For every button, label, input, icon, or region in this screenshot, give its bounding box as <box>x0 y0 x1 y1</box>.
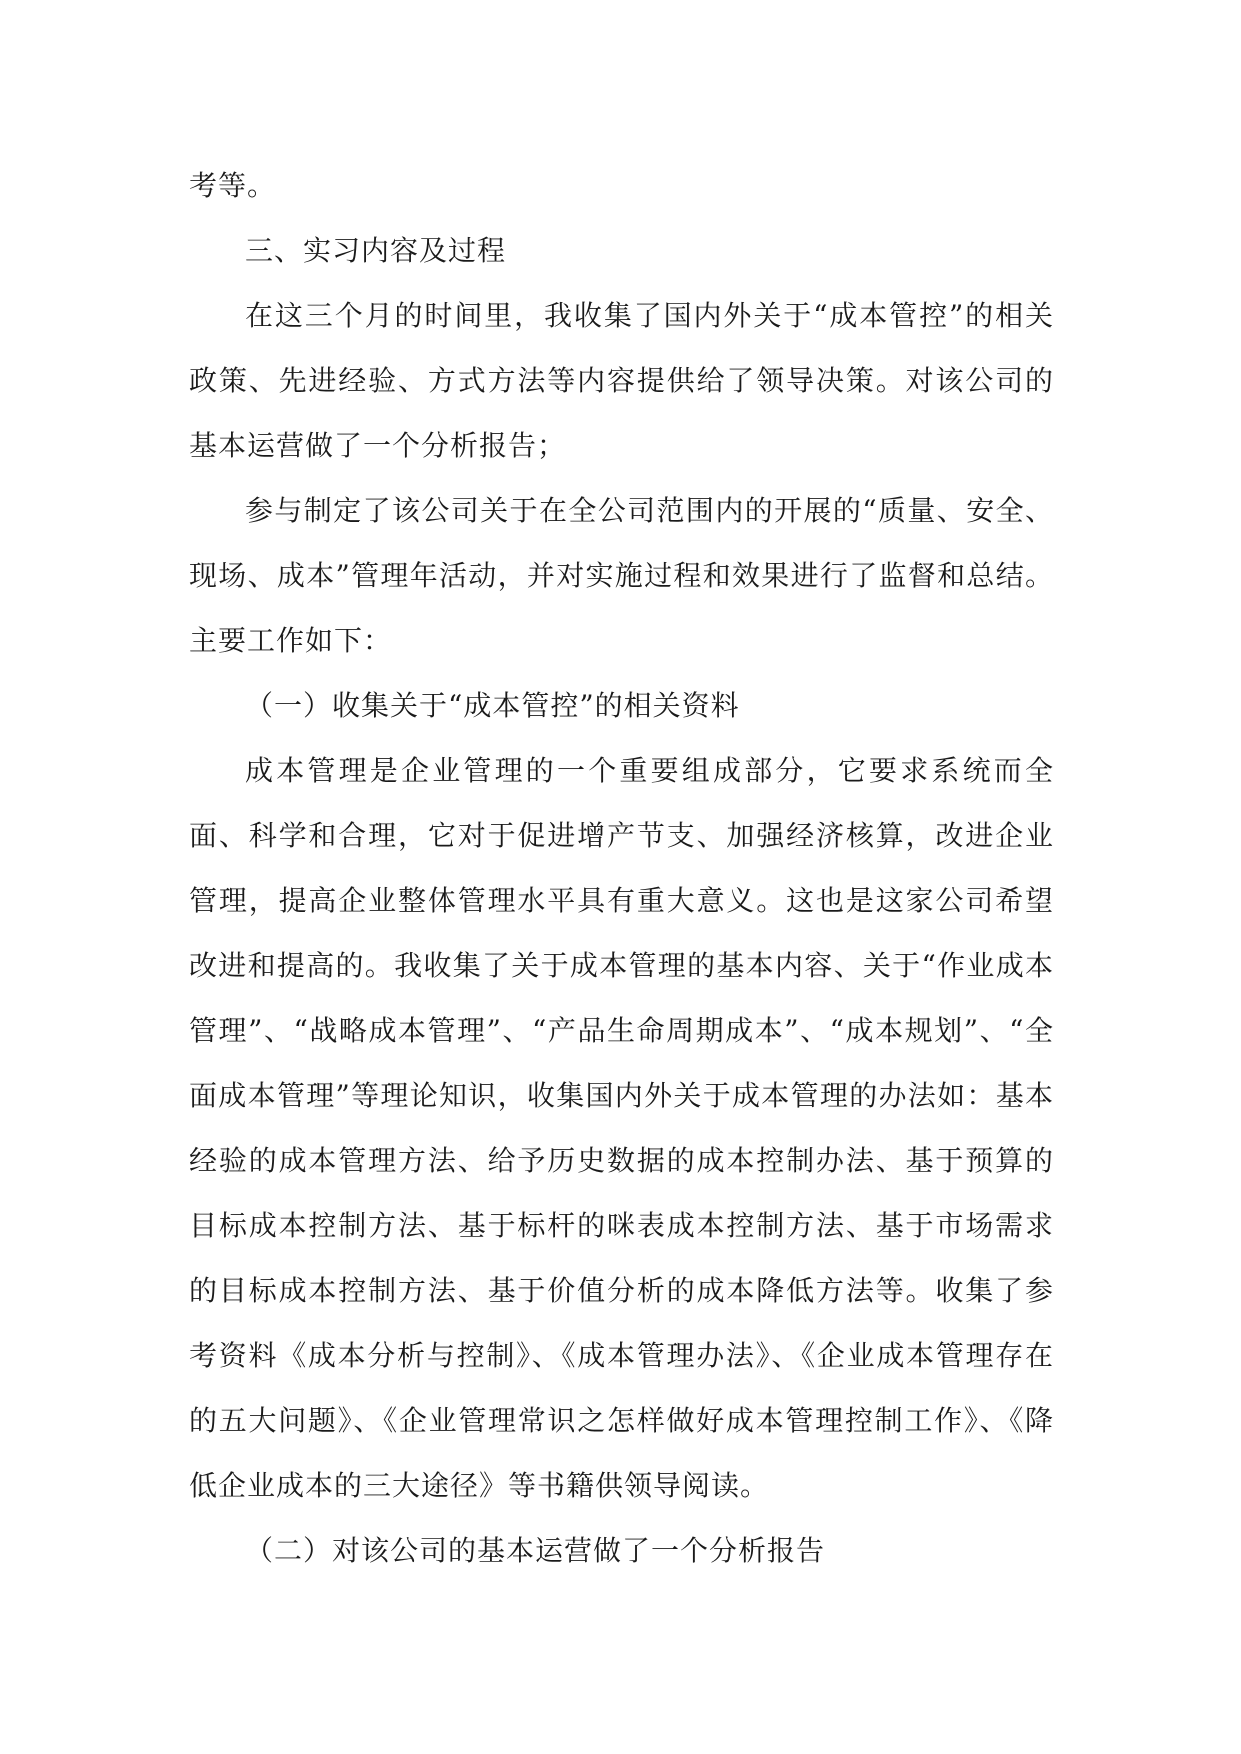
paragraph-continued: 考等。 <box>189 169 277 202</box>
paragraph: 在这三个月的时间里，我收集了国内外关于“成本管控”的相关政策、先进经验、方式方法等内容提供给了领导决策。对该公司的基本运营做了一个分析报告； <box>189 299 1054 462</box>
subsection-heading: （一）收集关于“成本管控”的相关资料 <box>245 689 740 722</box>
section-heading: 三、实习内容及过程 <box>245 234 507 267</box>
paragraph: 参与制定了该公司关于在全公司范围内的开展的“质量、安全、现场、成本”管理年活动，并对实施过程和效果进行了监督和总结。主要工作如下： <box>189 494 1054 657</box>
paragraph: 成本管理是企业管理的一个重要组成部分，它要求系统而全面、科学和合理，它对于促进增产节支、加强经济核算，改进企业管理，提高企业整体管理水平具有重大意义。这也是这家公司希望改进和提高的。我收集了关于成本管理的基本内容、关于“作业成本管理”、“战略成本管理”、“产品生命周期成本”、“成本规划”、“全面成本管理”等理论知识，收集国内外关于成本管理的办法如：基本经验的成本管理方法、给予历史数据的成本控制办法、基于预算的目标成本控制方法、基于标杆的咪表成本控制方法、基于市场需求的目标成本控制方法、基于价值分析的成本降低方法等。收集了参考资料《成本分析与控制》、《成本管理办法》、《企业成本管理存在的五大问题》、《企业管理常识之怎样做好成本管理控制工作》、《降低企业成本的三大途径》等书籍供领导阅读。 <box>189 754 1054 1502</box>
subsection-heading: （二）对该公司的基本运营做了一个分析报告 <box>245 1534 826 1567</box>
document-body <box>189 153 1054 1583</box>
